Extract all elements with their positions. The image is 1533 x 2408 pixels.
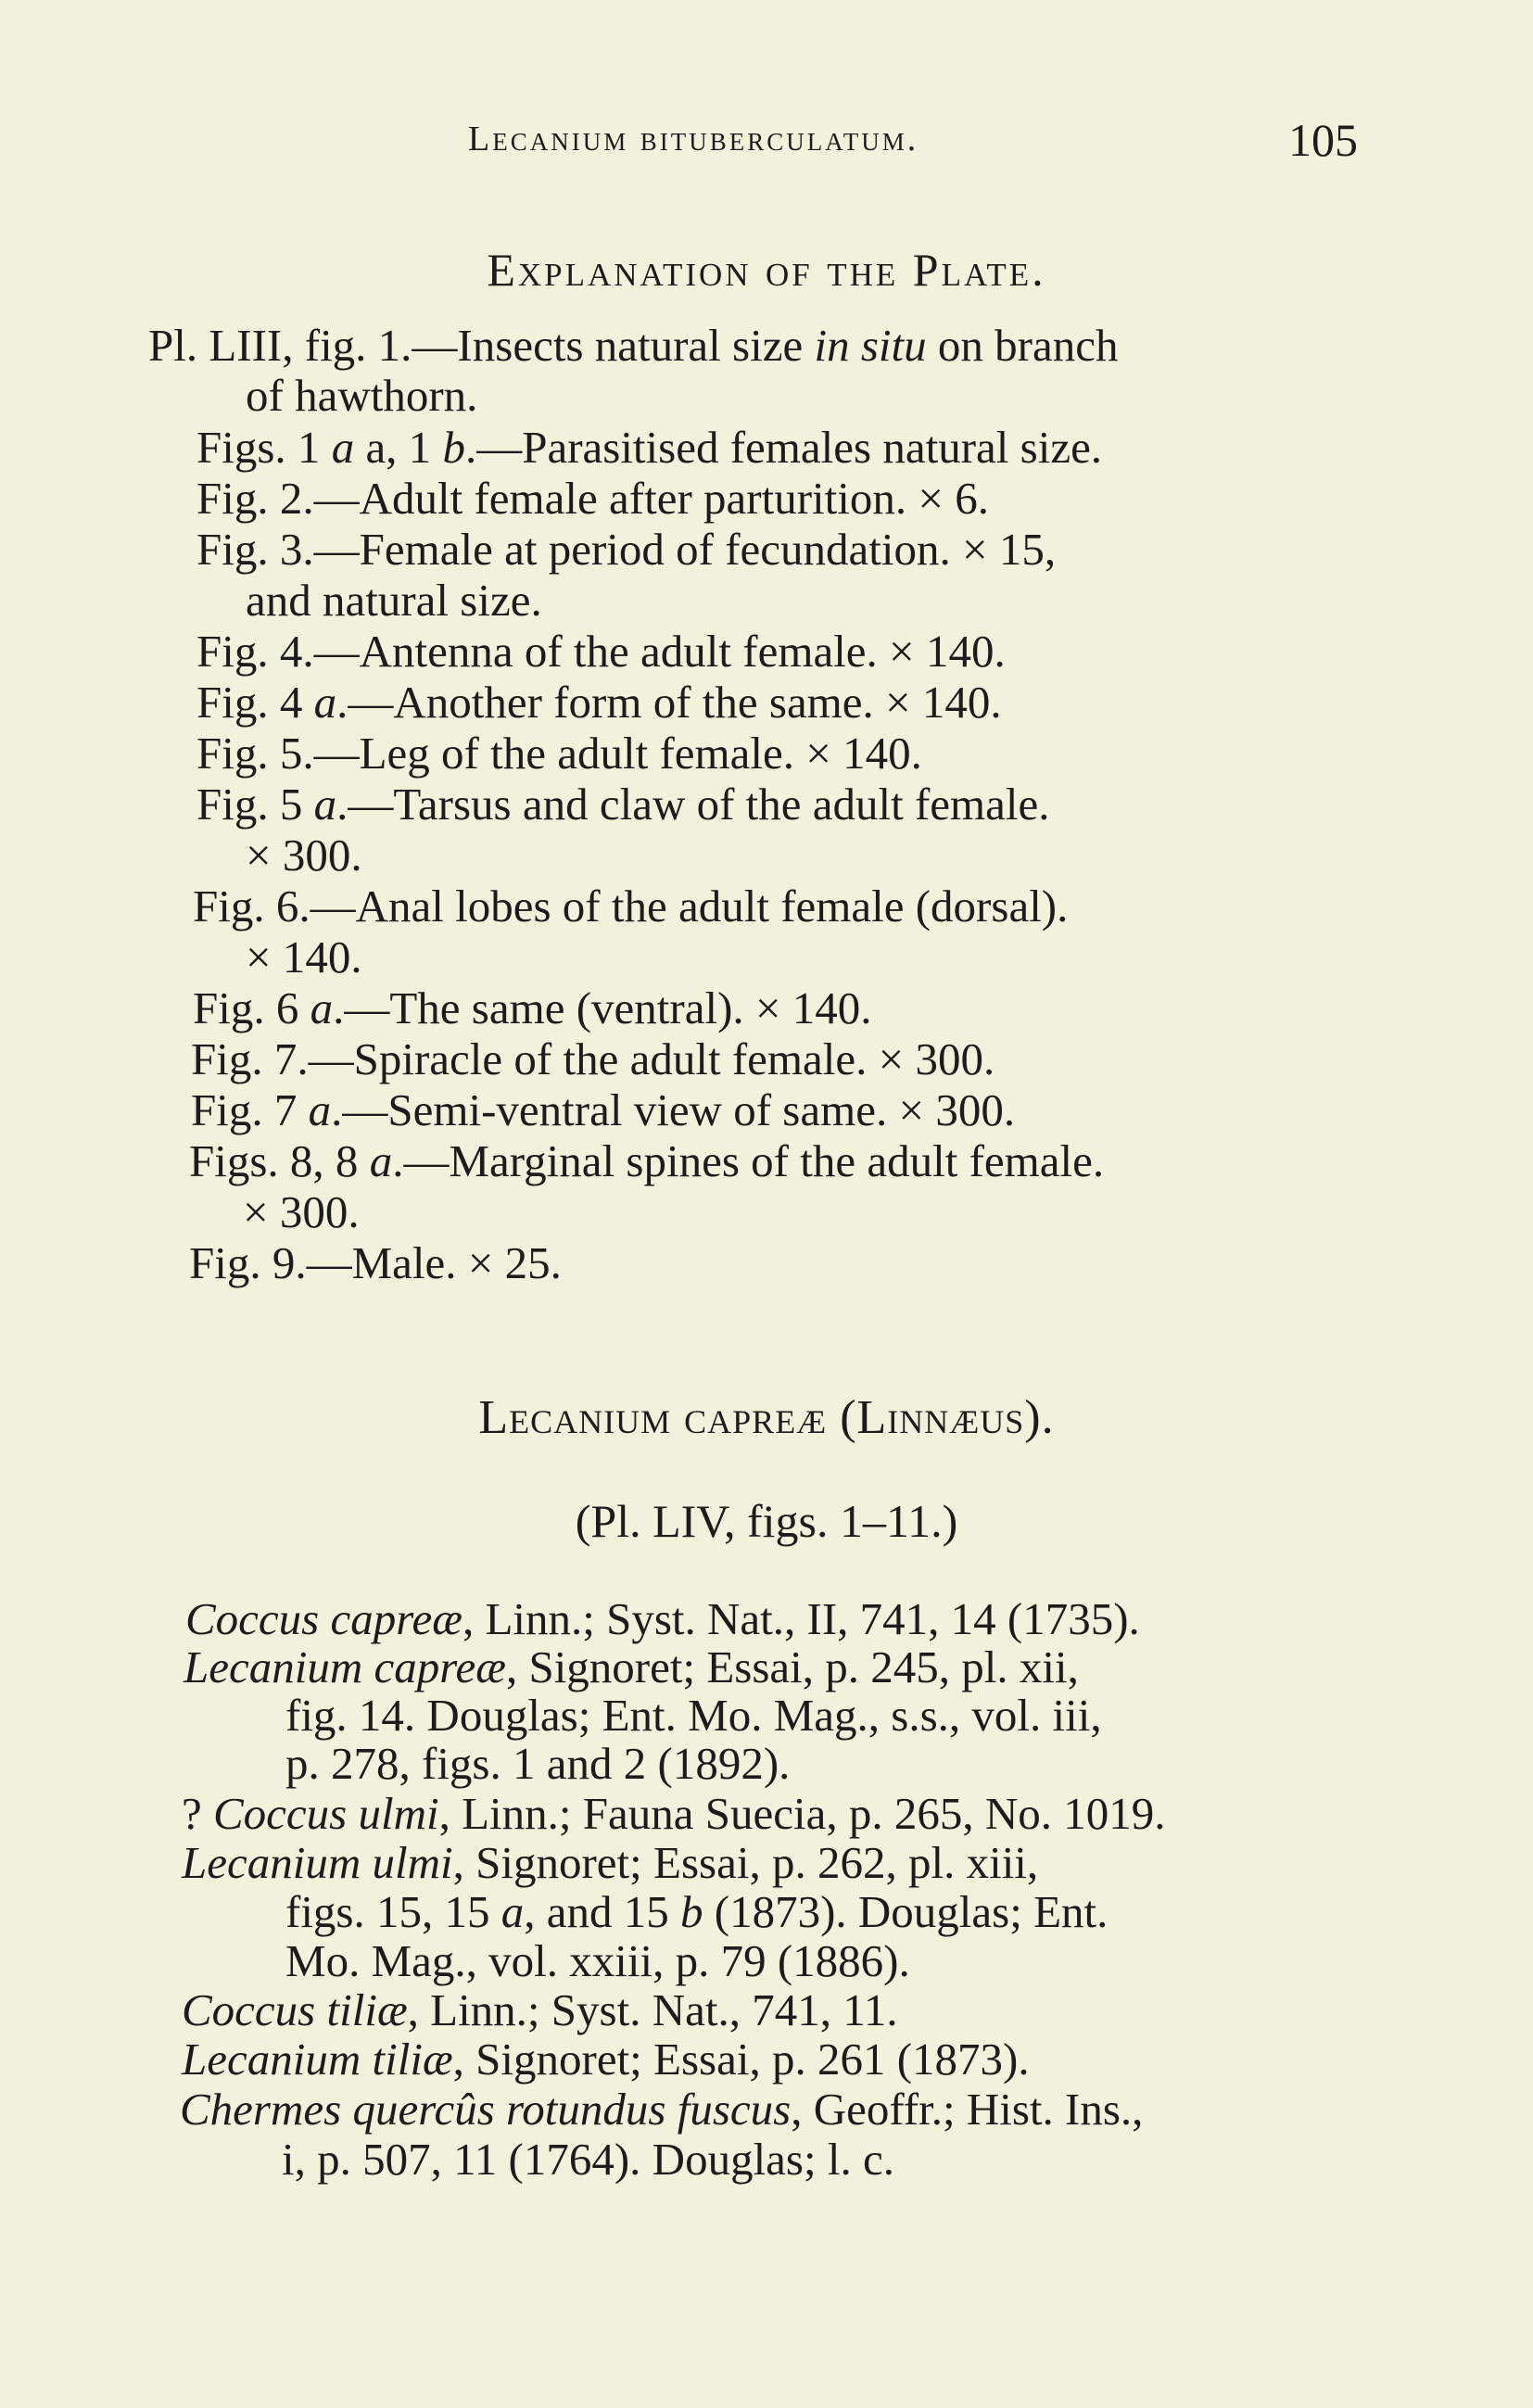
explanation-line: × 300. xyxy=(246,830,362,881)
explanation-line: Fig. 2.—Adult female after parturition. × 6. xyxy=(196,473,989,524)
page-number: 105 xyxy=(1288,114,1358,166)
explanation-line: Pl. LIII, fig. 1.—Insects natural size in situ on branch xyxy=(148,320,1119,371)
explanation-line: Figs. 8, 8 a.—Marginal spines of the adult female. xyxy=(189,1135,1105,1186)
synonymy-line: Lecanium ulmi, Signoret; Essai, p. 262, pl. xiii, xyxy=(182,1837,1039,1888)
explanation-line: Fig. 4 a.—Another form of the same. × 140. xyxy=(196,677,1002,728)
synonymy-line: ? Coccus ulmi, Linn.; Fauna Suecia, p. 265, No. 1019. xyxy=(182,1788,1166,1839)
explanation-line: Fig. 3.—Female at period of fecundation. × 15, xyxy=(196,524,1057,575)
synonymy-line: Coccus tiliæ, Linn.; Syst. Nat., 741, 11. xyxy=(182,1984,898,2035)
synonymy-line: Coccus capreæ, Linn.; Syst. Nat., II, 741, 14 (1735). xyxy=(185,1593,1140,1644)
explanation-line: Figs. 1 a a, 1 b.—Parasitised females natural size. xyxy=(196,422,1103,473)
synonymy-line: i, p. 507, 11 (1764). Douglas; l. c. xyxy=(282,2134,894,2185)
explanation-line: Fig. 7 a.—Semi-ventral view of same. × 300. xyxy=(191,1084,1016,1135)
plate-reference: (Pl. LIV, figs. 1–11.) xyxy=(575,1495,958,1547)
explanation-line: Fig. 5.—Leg of the adult female. × 140. xyxy=(196,728,922,779)
explanation-line: of hawthorn. xyxy=(246,370,478,421)
explanation-line: Fig. 7.—Spiracle of the adult female. × 300. xyxy=(191,1033,995,1084)
synonymy-line: p. 278, figs. 1 and 2 (1892). xyxy=(285,1738,791,1789)
synonymy-line: figs. 15, 15 a, and 15 b (1873). Douglas; Ent. xyxy=(285,1886,1109,1937)
synonymy-line: Chermes quercûs rotundus fuscus, Geoffr.; Hist. Ins., xyxy=(180,2084,1144,2135)
explanation-line: × 140. xyxy=(246,932,362,982)
explanation-line: and natural size. xyxy=(246,575,542,626)
synonymy-line: Mo. Mag., vol. xxiii, p. 79 (1886). xyxy=(285,1935,910,1986)
synonymy-line: fig. 14. Douglas; Ent. Mo. Mag., s.s., vol. iii, xyxy=(285,1690,1102,1741)
explanation-line: Fig. 6.—Anal lobes of the adult female (dorsal). xyxy=(193,881,1069,932)
species-title: Lecanium capreæ (Linnæus). xyxy=(478,1391,1055,1444)
explanation-line: Fig. 6 a.—The same (ventral). × 140. xyxy=(193,982,872,1033)
synonymy-line: Lecanium tiliæ, Signoret; Essai, p. 261 (1873). xyxy=(182,2034,1030,2085)
explanation-heading: Explanation of the Plate. xyxy=(487,244,1046,296)
explanation-line: Fig. 5 a.—Tarsus and claw of the adult female. xyxy=(196,779,1050,830)
synonymy-line: Lecanium capreæ, Signoret; Essai, p. 245, pl. xii, xyxy=(184,1641,1079,1692)
running-title: Lecanium bituberculatum. xyxy=(468,120,919,158)
page-header xyxy=(0,114,1533,174)
explanation-line: × 300. xyxy=(243,1186,360,1237)
explanation-line: Fig. 4.—Antenna of the adult female. × 140. xyxy=(196,626,1006,677)
explanation-line: Fig. 9.—Male. × 25. xyxy=(189,1237,562,1288)
